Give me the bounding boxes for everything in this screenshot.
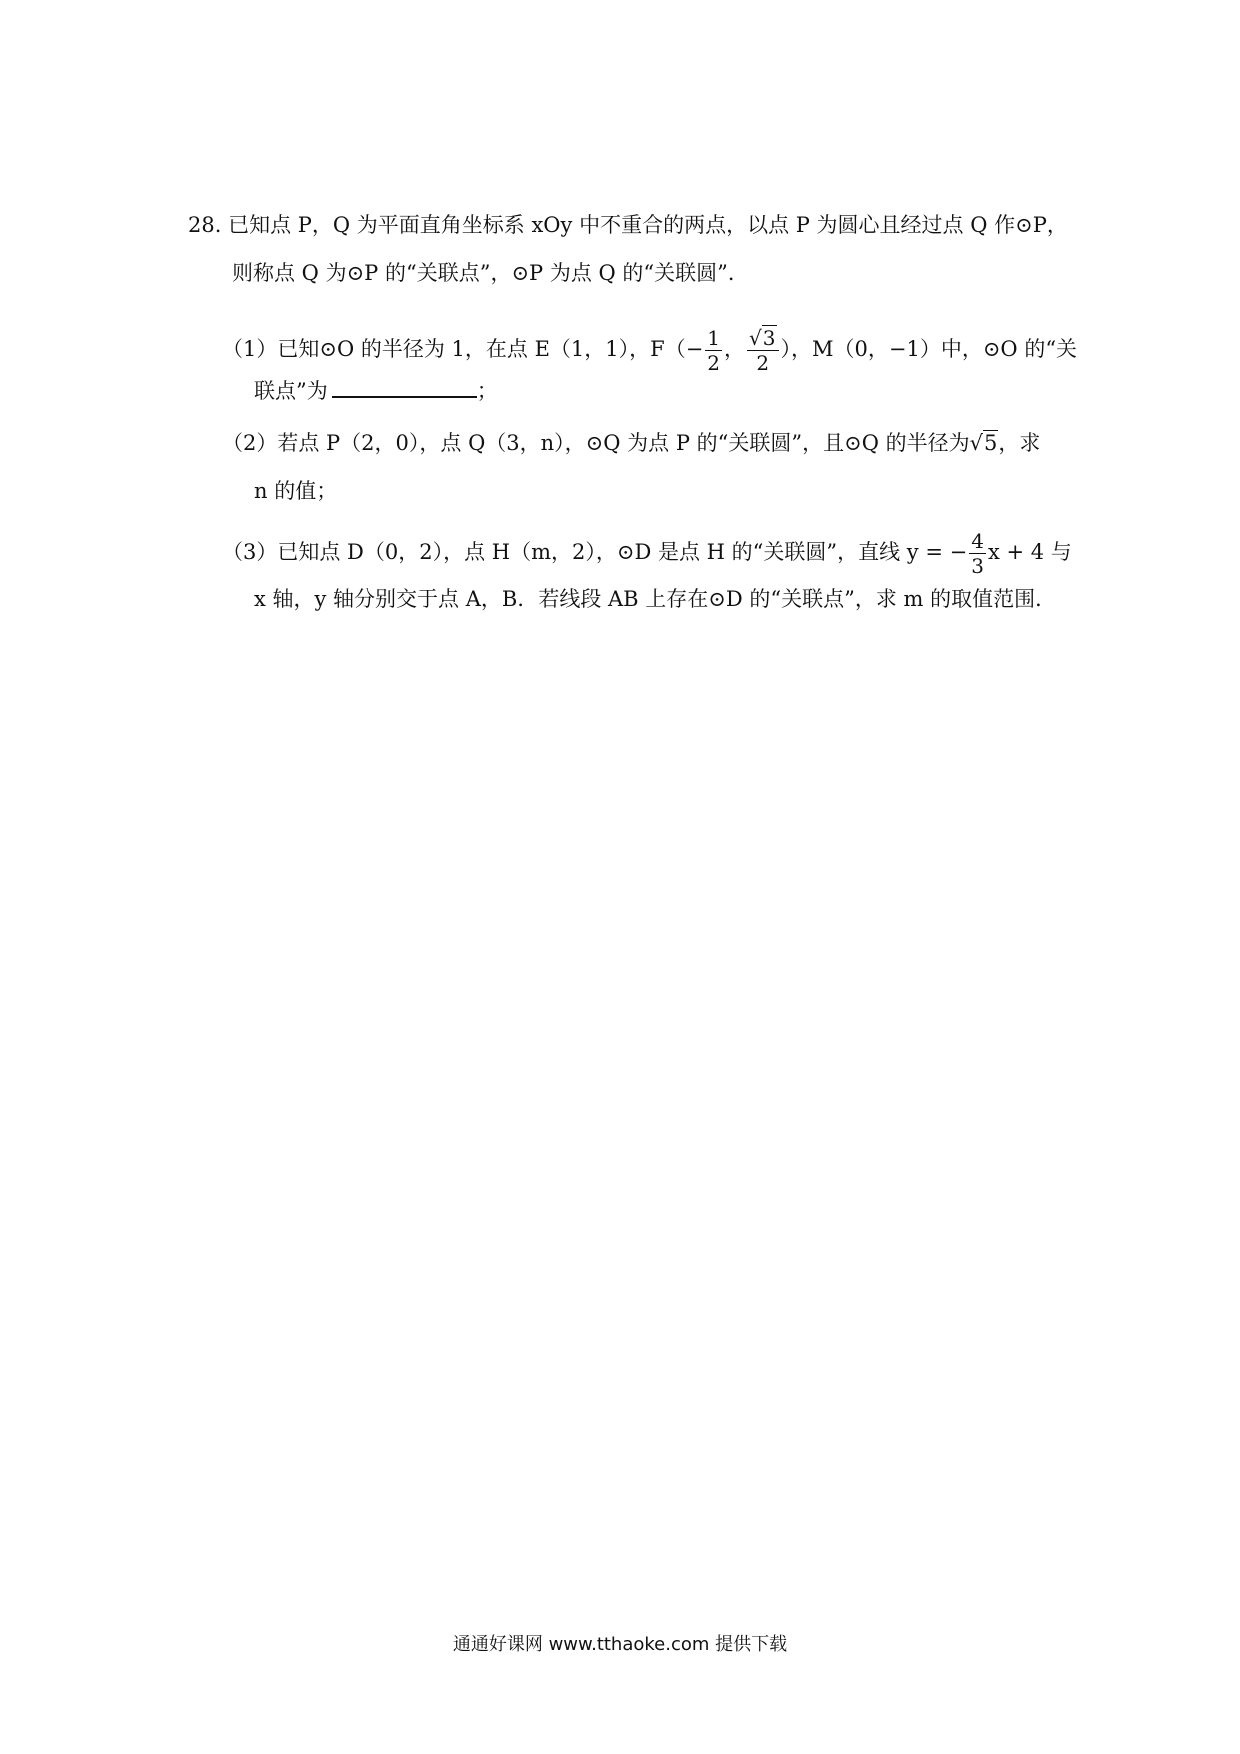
frac3-denominator: 3 bbox=[971, 554, 984, 578]
frac2-denominator: 2 bbox=[756, 351, 770, 375]
part1-text-b: ），M（0，−1）中，⊙O 的“关 bbox=[780, 337, 1078, 361]
fraction-one-half bbox=[705, 328, 722, 373]
part1-line1 bbox=[222, 328, 1077, 373]
part3-text-a: 已知点 D（0，2），点 H（m，2），⊙D 是点 H 的“关联圆”，直线 y = − bbox=[277, 540, 968, 564]
part1-line2 bbox=[254, 376, 498, 406]
answer-blank[interactable] bbox=[332, 376, 477, 398]
part1-comma: ， bbox=[724, 337, 746, 361]
problem-number: 28. bbox=[188, 213, 222, 237]
part1-label: （1） bbox=[222, 337, 278, 361]
frac3-numerator: 4 bbox=[971, 529, 984, 553]
part1-text-a: 已知⊙O 的半径为 1，在点 E（1，1），F（− bbox=[277, 337, 704, 361]
part3-text-b: x + 4 与 bbox=[987, 540, 1072, 564]
problem-intro-line2: 则称点 Q 为⊙P 的“关联点”，⊙P 为点 Q 的“关联圆”． bbox=[232, 261, 749, 285]
intro-text-1: 已知点 P，Q 为平面直角坐标系 xOy 中不重合的两点，以点 P 为圆心且经过点 Q 作⊙P， bbox=[228, 213, 1068, 237]
part1-line2-text: 联点”为 bbox=[254, 379, 328, 403]
part3-line2: x 轴，y 轴分别交于点 A，B．若线段 AB 上存在⊙D 的“关联点”，求 m 的取值范围． bbox=[254, 587, 1057, 611]
part2-text-b: ，求 bbox=[998, 431, 1041, 455]
frac2-numerator: 3 bbox=[762, 326, 776, 350]
part2-text-a: 若点 P（2，0），点 Q（3，n），⊙Q 为点 P 的“关联圆”，且⊙Q 的半径为 bbox=[277, 431, 970, 455]
footer-credit: 通通好课网 www.tthaoke.com 提供下载 bbox=[452, 1634, 788, 1655]
problem-intro-line1 bbox=[188, 210, 1068, 240]
frac1-denominator: 2 bbox=[707, 351, 721, 375]
part2-line1 bbox=[222, 428, 1040, 458]
part2-label: （2） bbox=[222, 431, 278, 455]
part1-line2-end: ； bbox=[476, 379, 498, 403]
sqrt5: √5 bbox=[969, 431, 998, 455]
part3-line1 bbox=[222, 530, 1072, 576]
part3-label: （3） bbox=[222, 540, 278, 564]
fraction-sqrt3-over-2: $\frac{√3}{2}$ bbox=[747, 328, 778, 373]
sqrt5-radicand: 5 bbox=[984, 431, 998, 455]
part2-line2: n 的值； bbox=[254, 479, 338, 503]
frac1-numerator: 1 bbox=[707, 326, 721, 350]
fraction-four-thirds bbox=[969, 531, 986, 576]
